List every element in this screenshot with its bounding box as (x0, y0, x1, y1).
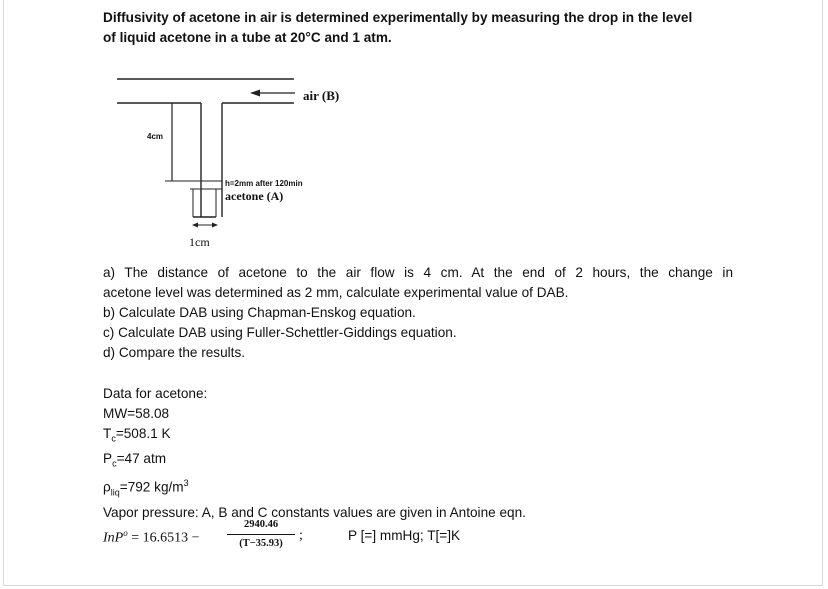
equation-denominator: (T−35.93) (239, 538, 283, 549)
title-line-1: Diffusivity of acetone in air is determined experimentally by measuring the drop in the level (103, 10, 693, 25)
data-pc: $P_c=47$ atm (103, 450, 167, 469)
questions (103, 263, 733, 363)
data-tc: $T_c=508.1$ K (103, 426, 171, 444)
data-vapor-pressure: Vapor pressure: A, B and C constants values are given in Antoine eqn. (103, 504, 526, 520)
question-d: d) Compare the results. (103, 345, 246, 360)
level-drop-label: h=2mm after 120min (225, 179, 303, 188)
data-mw: MW=58.08 (103, 406, 170, 421)
question-c: c) Calculate DAB using Fuller-Schettler-Giddings equation. (103, 325, 457, 340)
equation-lhs: InP$^o$ = 16.6513 − (103, 528, 200, 546)
acetone-label: acetone (A) (225, 189, 284, 203)
data-heading: Data for acetone: (103, 386, 208, 401)
question-a-line-1: a) The distance of acetone to the air flow is 4 cm. At the end of 2 hours, the change in (103, 265, 733, 280)
acetone-data (103, 384, 743, 523)
equation-semicolon: ; (299, 528, 303, 543)
question-a-line-2: acetone level was determined as 2 mm, calculate experimental value of DAB. (103, 285, 569, 300)
data-rho: $\rho_{liq}=792$ $kg/m^3$ (103, 478, 189, 498)
equation-fraction (227, 518, 295, 551)
equation-units: P [=] mmHg; T[=]K (348, 528, 461, 543)
air-label: air (B) (303, 88, 340, 103)
air-flow-arrowhead (250, 90, 260, 97)
dimension-1cm-right-head (212, 223, 218, 228)
question-b: b) Calculate DAB using Chapman-Enskog equation. (103, 305, 416, 320)
width-label: 1cm (189, 235, 210, 249)
height-label: 4cm (147, 132, 164, 141)
antoine-equation (103, 518, 753, 558)
equation-numerator: 2940.46 (227, 518, 295, 535)
dimension-1cm-left-head (192, 223, 198, 228)
title-line-2: of liquid acetone in a tube at 20°C and 1 atm. (103, 30, 392, 45)
